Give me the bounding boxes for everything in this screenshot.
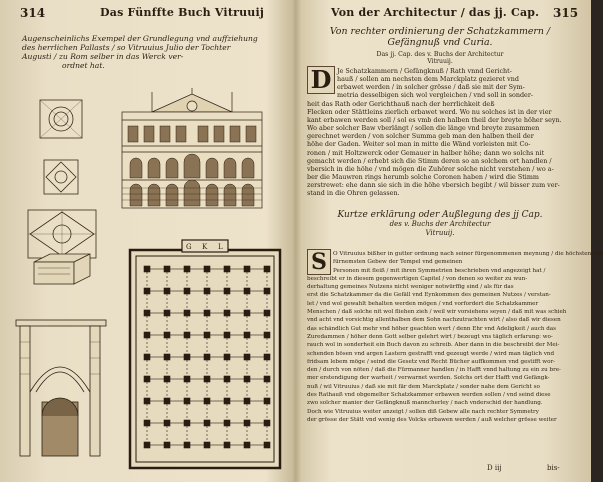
text-line: Personen mit fleiß / mit ihren Symmetrien beschrieben vnd angezeigt hat / (333, 267, 546, 274)
heading-line: des v. Buchs der Architectur (389, 220, 491, 228)
plan-pier (264, 310, 270, 316)
plan-pier (164, 398, 170, 404)
plan-pier (184, 398, 190, 404)
plan-pier (164, 332, 170, 338)
subheading-line: Das jj. Cap. des v. Buchs der Architectur (376, 51, 504, 58)
text-line: ber die Mauwren rings herumb solche Coronen haben / wird die Stimm (307, 173, 539, 182)
commentary-heading (305, 210, 575, 237)
ground-plan-illustration (126, 236, 284, 472)
plan-pier (164, 420, 170, 426)
text-line: rauch wol in sonderheit ein Buch davon zu schreib. Aber dann in die beschreibt der Mei- (307, 342, 560, 349)
text-line: mer erstendigung der warheit / verwarnet werden. Solchs ort der Hafft vnd Gefängk- (307, 375, 550, 382)
plan-pier (184, 376, 190, 382)
plan-pier (244, 376, 250, 382)
plan-pier (144, 376, 150, 382)
plan-pier (264, 288, 270, 294)
running-head-left: Das Fünffte Buch Vitruuij (100, 6, 265, 19)
plan-pier (144, 420, 150, 426)
palace-elevation-illustration (112, 88, 272, 212)
text-line: Wo aber solcher Baw vberlängt / sollen die länge vnd breyte zusammen (307, 124, 540, 133)
plan-pier (204, 266, 210, 272)
subheading-line: Vitruuij. (427, 58, 453, 65)
plan-pier (184, 420, 190, 426)
plan-pier (244, 354, 250, 360)
text-line: Menschen / daß solche nit wol fliehen zieh / weil wir vorsiehens seyen / daß mit was schieh (307, 309, 567, 316)
plan-pier (204, 420, 210, 426)
plan-pier (144, 354, 150, 360)
plan-pier (144, 398, 150, 404)
catchword-signature: D iij (487, 464, 502, 472)
text-line: gemacht werden / erhebt sich die Stimm deren so an solchem ort handlen / (307, 156, 552, 165)
plan-pier (204, 354, 210, 360)
running-head-right: Von der Architectur / das jj. Cap. (331, 6, 540, 19)
plan-pier (224, 354, 230, 360)
figure-caption (22, 34, 284, 70)
text-line: let / vnd wol gewahlt behalten werden mögen / vnd vorfordert die Schatzkammer (307, 300, 539, 307)
plan-pier (144, 442, 150, 448)
caption-line: des herrlichen Pallasts / so Vitruuius Julio der Tochter (22, 43, 231, 52)
left-page (0, 0, 294, 482)
caption-line: Augenscheinlichs Exempel der Grundlegung vnd auffziehung (22, 34, 258, 43)
arch-section-illustration (12, 312, 112, 462)
caption-line: Augusti / zu Rom selber in das Werck ver- (22, 52, 184, 61)
plan-pier (264, 376, 270, 382)
right-page (297, 0, 603, 482)
plan-pier (184, 288, 190, 294)
plan-pier (244, 420, 250, 426)
plan-pier (164, 442, 170, 448)
plan-pier (264, 332, 270, 338)
text-line: zwo solcher manier der Gefängknuß manncherley / nach vnderschid der handlung. (307, 400, 543, 407)
plan-pier (264, 398, 270, 404)
plan-pier (204, 442, 210, 448)
text-line: fridsam lebem möge / seind die Gesetz vnd Recht Bücher auffkommen vnd gestifft wor- (307, 358, 556, 365)
text-line: fürnemsten Gebew der Tempel vnd gemeinen (333, 259, 463, 266)
text-line: metria desselbigen sich wol vergleichen / vnd soll in sonder- (337, 91, 534, 100)
plan-pier (224, 376, 230, 382)
text-line: Flecken oder Stättleins zierlich erbawet werd. Wo nu solches ist in der vier (307, 107, 552, 116)
drop-cap-s: S (307, 249, 331, 275)
commentary-body-text (307, 250, 603, 424)
text-line: hauß / sollen am nechsten dem Marckplatz gezieret vnd (337, 75, 519, 84)
text-line: zerstrewet: ehe dann sie sich in die höhe vbersich begibt / wil bisser zum ver- (307, 181, 560, 190)
text-line: erbawet werden / in solcher grösse / daß sie mit der Sym- (337, 83, 525, 92)
plan-pier (264, 420, 270, 426)
plan-pier (224, 266, 230, 272)
text-line: schenden bösen vnd argen Lastern gestrafft vnd gezeugt werde / wird man täglich vnd (307, 350, 555, 357)
heading-line: Gefängnuß vnd Curia. (387, 37, 493, 48)
heading-line: Kurtze erklärung oder Außlegung des jj Cap. (337, 210, 543, 220)
page-number-right: 315 (553, 6, 579, 20)
plan-pier (244, 288, 250, 294)
text-line: erst die Schatzkammer da die Gefäll vnd Eynkommen des gemeinen Nutzes / verstan- (307, 292, 551, 299)
caption-line: ordnet hat. (62, 61, 105, 70)
plan-pier (184, 442, 190, 448)
plan-pier (204, 332, 210, 338)
text-line: höhe der Gaden. Weiter sol man in mitte die Wänd vorleisten mit Co- (307, 140, 531, 149)
plan-pier (184, 332, 190, 338)
chapter-body-text (307, 67, 575, 198)
plan-pier (204, 288, 210, 294)
text-line: den / durch von nöten / daß die Fürmanner handlen / in Hafft vnnd haltung zu ein zu bre- (307, 367, 561, 374)
text-line: das schändlich Gut mehr vnd höher geachten wert / denn Ehr vnd Adeligkeit / auch das (307, 325, 557, 332)
text-line: gerechnet werden / von solcher Summa geb man den halben theil der (307, 132, 534, 141)
plan-pier (204, 398, 210, 404)
catchword: bis- (547, 464, 560, 472)
plan-pier (224, 420, 230, 426)
drop-cap-d: D (307, 66, 335, 94)
text-line: Je Schatzkammern / Gefängknuß / Rath vnnd Gericht- (337, 67, 512, 75)
plan-pier (144, 310, 150, 316)
plan-pier (164, 288, 170, 294)
plan-pier (264, 354, 270, 360)
text-line: beschreibt er in diesem gegenwertigen Capitel / von denen so weiter zu wun- (307, 275, 528, 282)
text-line: kant erbawen werden soll / sol es vmb den halben theil der breyte höher seyn. (307, 115, 562, 124)
plan-pier (224, 442, 230, 448)
plan-pier (264, 442, 270, 448)
plan-pier (224, 288, 230, 294)
plan-pier (224, 310, 230, 316)
page-number-left: 314 (20, 6, 46, 20)
text-line: nuß / wil Vitruuius / daß sie mit fär dem Marckplatz / sonder nahe dem Gericht so (307, 383, 540, 390)
plan-pier (144, 288, 150, 294)
plan-label-g: G (186, 243, 192, 251)
heading-line: Von rechter ordinierung der Schatzkammern / (329, 26, 551, 37)
plan-pier (164, 376, 170, 382)
plan-label-l: L (218, 243, 223, 251)
pedestal-detail-illustration (28, 248, 98, 294)
text-line: vnd acht vnd vorsichtig allenthalben dem Sohn nachzutrachten wirt / also daß wir diesen (307, 317, 561, 324)
plan-pier (184, 354, 190, 360)
text-line: vbersich in die höhe / vnd mögen die Zuhörer solche nicht verstehen / wo a- (307, 164, 554, 173)
plan-pier (184, 266, 190, 272)
text-line: stand in die Ohren gelassen. (307, 189, 400, 198)
plan-label-k: K (202, 243, 208, 251)
text-line: des Rathauß vnd obgemelter Schatzkammer erbawen werden sollen / vnd seind diese (307, 392, 551, 399)
text-line: Doch wie Vitruuius weiter anzeigt / sollen diß Gebew alle nach rechter Symmetry (307, 408, 539, 415)
plan-pier (244, 266, 250, 272)
plan-pier (264, 266, 270, 272)
text-line: O Vitruuius bißher in gutter ordnung nach seiner fürgenommenen meynung / die höchsten vnd (333, 251, 603, 257)
plan-pier (244, 398, 250, 404)
plan-pier (184, 310, 190, 316)
plan-pier (244, 310, 250, 316)
chapter-heading (305, 26, 575, 48)
text-line: Zuredammen / höher denn Gott selber gelehrt wirt / bezeugt vns täglich erfarung: wo- (307, 333, 553, 340)
text-line: der grösse der Stätt vnd wenig des Volcks erbawen werden / auß welcher grösse weiter (307, 416, 557, 423)
plan-pier (164, 310, 170, 316)
plan-pier (164, 354, 170, 360)
plan-pier (244, 442, 250, 448)
plan-pier (204, 310, 210, 316)
text-line: ronen / mit Holtzwerck oder Gemauer in halber höhe; dann wo solchs nit (307, 148, 545, 157)
text-line: heit das Rath oder Gerichthauß nach der herrlichkeit deß (307, 99, 495, 108)
plan-pier (224, 332, 230, 338)
plan-pier (164, 266, 170, 272)
plan-pier (224, 398, 230, 404)
plan-pier (144, 266, 150, 272)
plan-pier (204, 376, 210, 382)
plan-pier (144, 332, 150, 338)
text-line: derhaltung gemeines Nutzens nicht weniger notwürffig sind / als für das (307, 284, 514, 291)
plan-pier (244, 332, 250, 338)
heading-line: Vitruuij. (425, 229, 455, 237)
chapter-subheading (305, 51, 575, 65)
